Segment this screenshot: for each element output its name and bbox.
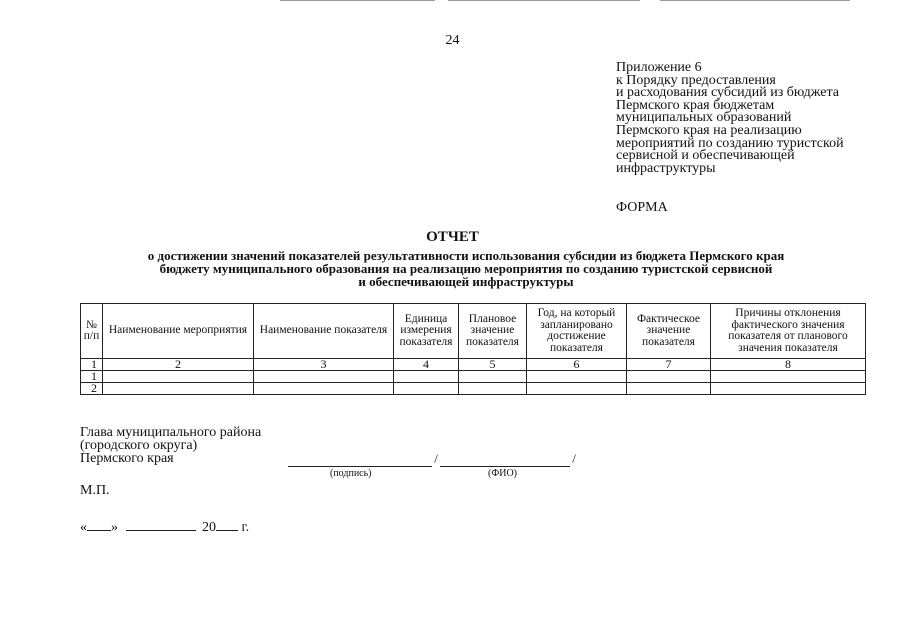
signatory-position <box>80 426 261 465</box>
year-prefix: 20 <box>202 520 216 535</box>
year-suffix: г. <box>241 520 250 535</box>
appendix-block <box>616 62 896 175</box>
table-cell: 2 <box>81 383 103 395</box>
appendix-line: сервисной и обеспечивающей <box>616 148 795 164</box>
table-numbering-row <box>81 359 866 371</box>
table-cell: 2 <box>103 359 254 371</box>
header-deviation-reasons: Причины отклонения фактического значения показателя от планового значения показателя <box>711 304 866 359</box>
report-subtitle-line: о достижении значений показателей результативности использования субсидии из бюджета Пермского края <box>147 248 785 263</box>
table-cell <box>459 383 527 395</box>
top-border-line-far <box>660 0 850 1</box>
report-title: ОТЧЕТ <box>426 229 479 245</box>
signature-caption: (подпись) <box>330 468 372 479</box>
appendix-line: и расходования субсидий из бюджета <box>616 85 839 101</box>
top-border-line-right <box>448 0 640 1</box>
appendix-line: мероприятий по созданию туристской <box>616 135 844 151</box>
table-cell: 4 <box>394 359 459 371</box>
name-line[interactable] <box>440 452 570 467</box>
day-blank[interactable] <box>87 517 111 531</box>
header-unit: Единица измерения показателя <box>394 304 459 359</box>
header-target-year: Год, на который запланировано достижение показателя <box>527 304 627 359</box>
table-cell: 1 <box>81 359 103 371</box>
page-number: 24 <box>445 33 460 48</box>
date-close-quote: » <box>111 520 118 535</box>
report-subtitle <box>96 249 836 288</box>
header-planned-value: Плановое значение показателя <box>459 304 527 359</box>
report-table <box>80 303 866 395</box>
signature-slash: / <box>434 451 438 466</box>
form-label: ФОРМА <box>616 200 668 215</box>
appendix-line: к Порядку предоставления <box>616 72 776 88</box>
appendix-line: Пермского края бюджетам <box>616 97 775 113</box>
table-cell <box>394 371 459 383</box>
table-cell <box>254 371 394 383</box>
table-cell: 6 <box>527 359 627 371</box>
stamp-label: М.П. <box>80 483 110 498</box>
date-line <box>80 517 249 536</box>
table-cell <box>527 371 627 383</box>
table-cell: 5 <box>459 359 527 371</box>
report-subtitle-line: бюджету муниципального образования на реализацию мероприятия по созданию туристской сервисной <box>159 261 773 276</box>
appendix-line: Пермского края на реализацию <box>616 122 802 138</box>
table-cell: 1 <box>81 371 103 383</box>
table-cell: 8 <box>711 359 866 371</box>
signatory-line: Глава муниципального района <box>80 425 262 440</box>
table-cell <box>254 383 394 395</box>
name-slash: / <box>572 451 576 466</box>
signature-fields <box>288 451 578 467</box>
report-subtitle-line: и обеспечивающей инфраструктуры <box>358 274 574 289</box>
table-row <box>81 371 866 383</box>
month-blank[interactable] <box>126 517 196 531</box>
top-border-line-left <box>280 0 435 1</box>
signature-line[interactable] <box>288 452 432 467</box>
table-cell <box>527 383 627 395</box>
header-event-name: Наименование мероприятия <box>103 304 254 359</box>
table-cell: 3 <box>254 359 394 371</box>
table-cell <box>627 383 711 395</box>
table-header-row <box>81 304 866 359</box>
table-cell <box>103 383 254 395</box>
table-cell: 7 <box>627 359 711 371</box>
table-cell <box>103 371 254 383</box>
date-open-quote: « <box>80 520 87 535</box>
table-cell <box>711 371 866 383</box>
table-cell <box>459 371 527 383</box>
table-row <box>81 383 866 395</box>
appendix-line: Приложение 6 <box>616 60 702 75</box>
appendix-line: муниципальных образований <box>616 110 792 126</box>
header-actual-value: Фактическое значение показателя <box>627 304 711 359</box>
table-cell <box>711 383 866 395</box>
table-cell <box>627 371 711 383</box>
signatory-line: Пермского края <box>80 451 174 466</box>
appendix-line: инфраструктуры <box>616 160 716 176</box>
header-indicator-name: Наименование показателя <box>254 304 394 359</box>
year-blank[interactable] <box>216 517 238 531</box>
name-caption: (ФИО) <box>488 468 518 479</box>
table-cell <box>394 383 459 395</box>
header-number: № п/п <box>81 304 103 359</box>
signatory-line: (городского округа) <box>80 438 198 453</box>
